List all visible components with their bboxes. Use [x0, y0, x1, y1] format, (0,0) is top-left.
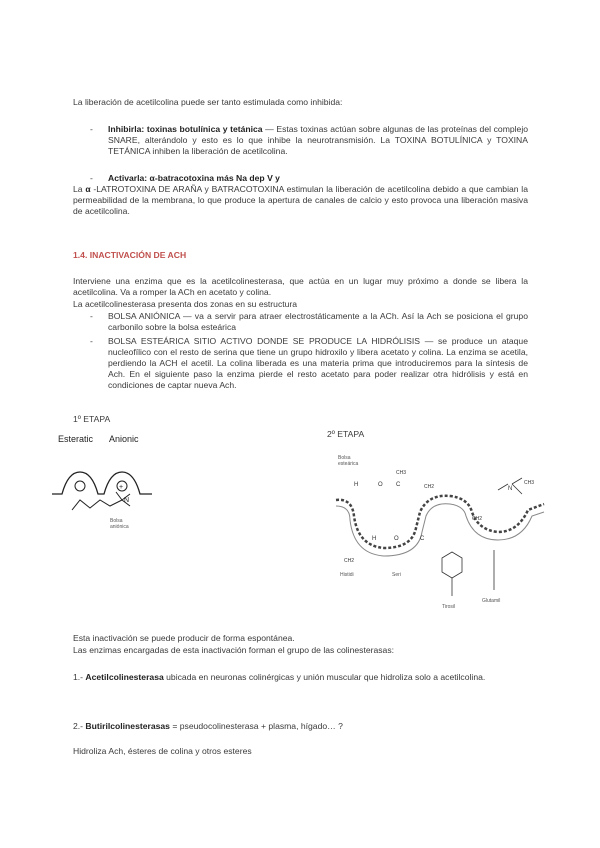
- alpha-paragraph: La α -LATROTOXINA DE ARAÑA y BATRACOTOXINA estimulan la liberación de acetilcolina debido a que cambian la permeabilidad de la membrana, lo que produce la apertura de canales de calcio y esto provoca una liberación masiva de acetilcolina.: [73, 184, 529, 216]
- paragraph-enzymes-group: Las enzimas encargadas de esta inactivación forman el grupo de las colinesterasas:: [73, 645, 395, 655]
- figure-stage2-diagram: [332, 450, 548, 614]
- paragraph-enzyme: Interviene una enzima que es la acetilcolinesterasa, que actúa en un lugar muy próximo a donde se libera la acetilcolina. Va a romper la ACh en acetato y colina.: [73, 276, 528, 297]
- fig2-top-label2: esteárica: [338, 461, 359, 467]
- fig2-c1: C: [396, 482, 401, 488]
- activate-title: Activarla: α-batracotoxina más Na dep V y: [108, 173, 280, 183]
- paragraph-spontaneous: Esta inactivación se puede producir de forma espontánea.: [73, 633, 295, 643]
- fig2-ch2-b: CH2: [472, 516, 483, 522]
- item2-number: 2.-: [73, 721, 84, 731]
- paragraph-zones-intro: La acetilcolinesterasa presenta dos zonas en su estructura: [73, 299, 298, 309]
- stage2-label: 2º ETAPA: [327, 429, 365, 439]
- inhibit-title: Inhibirla: toxinas botulínica y tetánica: [108, 124, 263, 134]
- alpha-text: -LATROTOXINA DE ARAÑA y BATRACOTOXINA estimulan la liberación de acetilcolina debido a que cambian la permeabilidad de la membrana, lo que produce la apertura de canales de calcio y esto provoca una liberación masiva de acetilcolina.: [73, 184, 529, 216]
- item1-text: ubicada en neuronas colinérgicas y unión muscular que hidroliza solo a acetilcolina.: [163, 672, 486, 682]
- fig2-benzene-ring: [442, 552, 462, 578]
- fig1-caption-line1: Bolsa: [110, 518, 123, 524]
- figure-stage1-diagram: [44, 430, 164, 530]
- activate-dash: -: [90, 173, 93, 183]
- intro-text: La liberación de acetilcolina puede ser tanto estimulada como inhibida:: [73, 97, 343, 107]
- item1-number: 1.-: [73, 672, 84, 682]
- zone-dash: -: [90, 311, 93, 321]
- item-butyrylcholinesterase: [73, 721, 343, 732]
- section-heading: 1.4. INACTIVACIÓN DE ACH: [73, 250, 187, 260]
- fig1-esteratic-label: Esteratic: [58, 434, 94, 444]
- item-acetylcholinesterase: [73, 672, 528, 683]
- fig2-glutamine-label: Glutamil: [482, 598, 501, 604]
- inhibit-dash: -: [90, 124, 93, 134]
- fig2-o2: O: [394, 536, 399, 542]
- fig1-oxygen-circle: [75, 481, 85, 491]
- zone-dash: -: [90, 336, 93, 346]
- fig1-plus: +: [119, 484, 124, 491]
- fig1-ach-chain: [72, 500, 122, 510]
- item2-text: = pseudocolinesterasa + plasma, hígado… ?: [169, 721, 343, 731]
- fig2-n: N: [508, 486, 513, 492]
- item1-title: Acetilcolinesterasa: [85, 672, 164, 682]
- inhibit-paragraph: [108, 124, 528, 157]
- fig2-o1: O: [378, 482, 383, 488]
- fig2-h1: H: [354, 482, 359, 488]
- paragraph-hydrolyzes: Hidroliza Ach, ésteres de colina y otros esteres: [73, 746, 252, 756]
- zone-esteric: BOLSA ESTEÁRICA SITIO ACTIVO DONDE SE PRODUCE LA HIDRÓLISIS — se produce un ataque nucleofílico con el resto de serina que tiene un grupo hidroxilo y libera acetato y colina. La enzima se acetila, perdiendo la ACH el acetil. La colina liberada es una materia prima que introduciremos para la síntesis de Ach. En el siguiente paso la enzima pierde el resto acetato para poder realizar otra hidrólisis y está en condiciones de captar nueva Ach.: [108, 336, 528, 390]
- fig2-h2: H: [372, 536, 377, 542]
- fig1-enzyme-surface: [52, 472, 152, 494]
- fig2-tyrosine-label: Tirosil: [442, 604, 456, 610]
- fig2-enzyme-surface: [336, 496, 544, 548]
- fig2-histidine-label: Histidi: [340, 572, 354, 578]
- fig2-c2: C: [420, 536, 425, 542]
- alpha-symbol: α: [85, 184, 91, 194]
- fig1-n-label: N: [124, 497, 130, 504]
- zone-anionic: BOLSA ANIÓNICA — va a servir para atraer electrostáticamente a la ACh. Así la Ach se posiciona el grupo carbonilo sobre la bolsa esteárica: [108, 311, 528, 332]
- fig2-ch2-c: CH2: [344, 558, 355, 564]
- fig1-anionic-label: Anionic: [109, 434, 139, 444]
- fig1-caption-line2: aniónica: [110, 524, 129, 530]
- item2-title: Butirilcolinesterasas: [85, 721, 170, 731]
- fig2-serine-label: Seri: [392, 572, 401, 578]
- inhibit-text: — Estas toxinas actúan sobre algunas de las proteínas del complejo SNARE, alterándolo y esto es lo que inhibe la neurotransmisión. La TOXINA BOTULÍNICA y TOXINA TETÁNICA inhiben la liberación de acetilcolina.: [108, 124, 529, 156]
- stage1-label: 1º ETAPA: [73, 414, 111, 424]
- fig2-ch3-right: CH3: [524, 480, 535, 486]
- fig2-ch2-a: CH2: [424, 484, 435, 490]
- fig2-top-label1: Bolsa: [338, 455, 351, 461]
- fig2-surface-inner: [336, 504, 544, 556]
- fig2-ch3-top: CH3: [396, 470, 407, 476]
